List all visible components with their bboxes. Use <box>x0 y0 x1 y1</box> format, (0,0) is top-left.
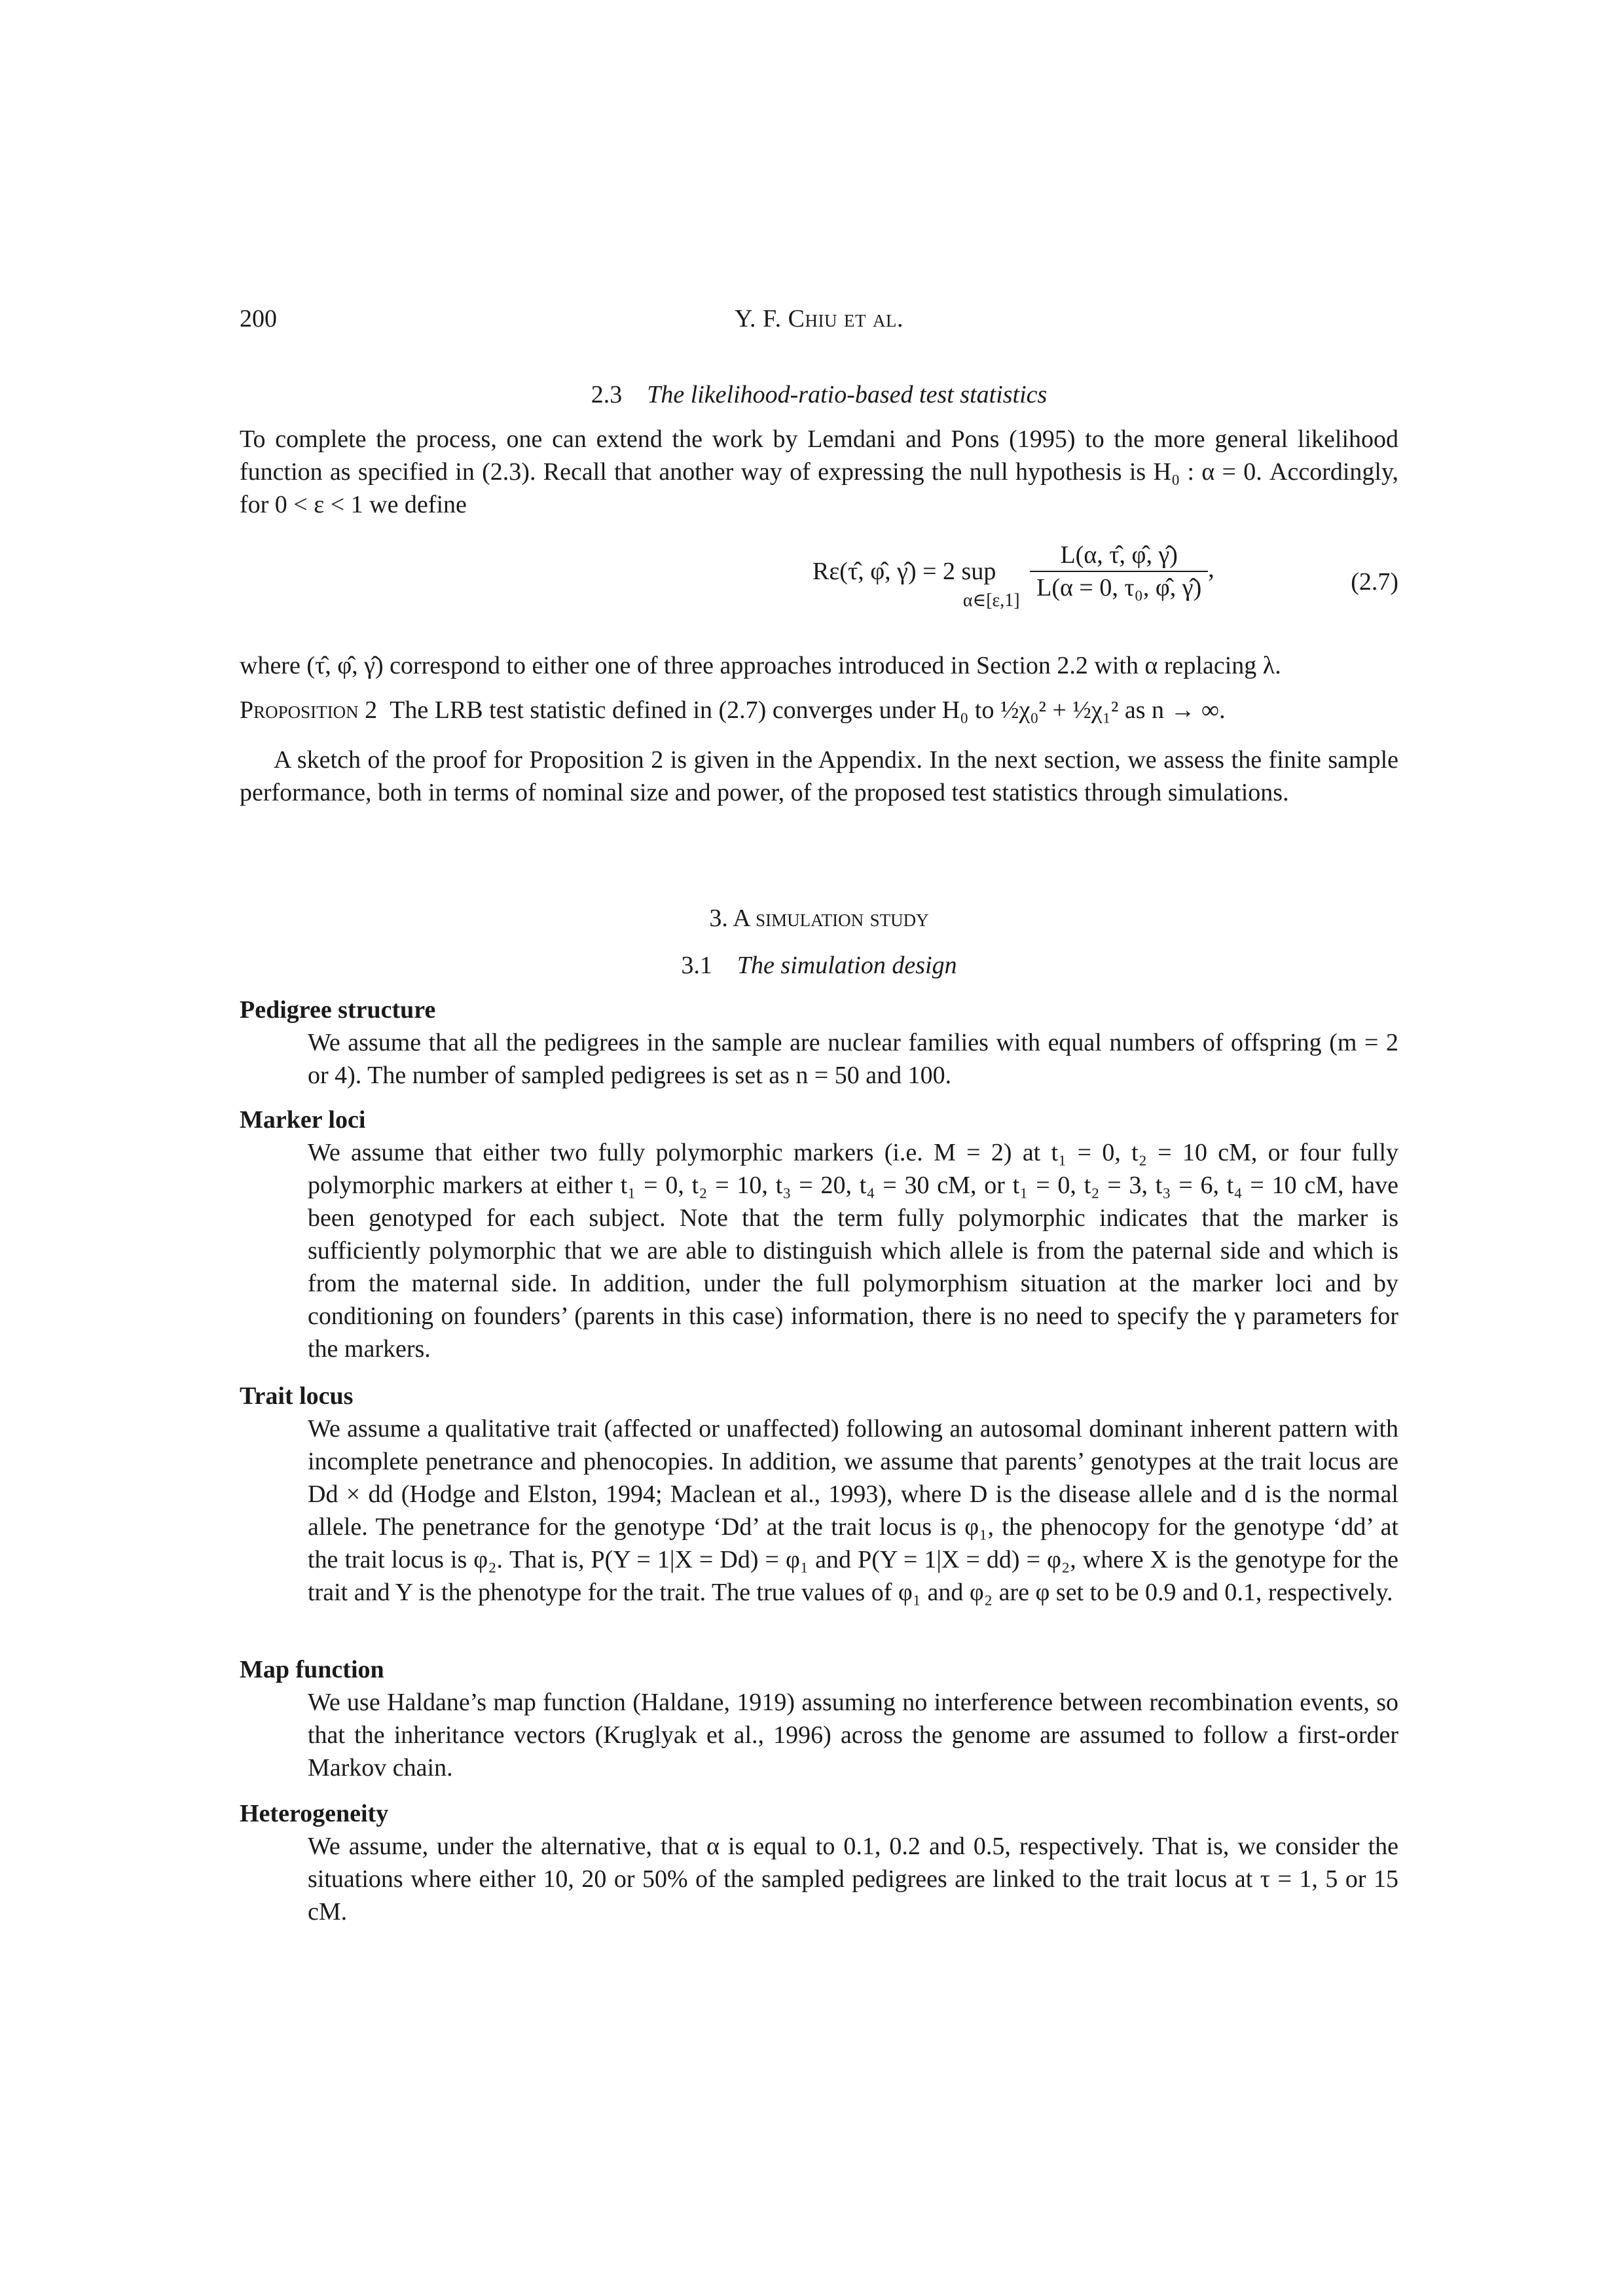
section-3-1-heading <box>240 949 1398 982</box>
paragraph-where: where (τ̂, φ̂, γ̂) correspond to either one of three approaches introduced in Section 2.2 with α replacing λ. <box>240 652 1281 679</box>
item-text-pedigree: We assume that all the pedigrees in the sample are nuclear families with equal numbers of offspring (m = 2 or 4). The number of sampled pedigrees is set as n = 50 and 100. <box>308 1029 1398 1089</box>
equation-numerator: L(α, τ̂, φ̂, γ̂) <box>1030 539 1208 572</box>
equation-trail: , <box>1208 555 1214 583</box>
paragraph-intro: To complete the process, one can extend the work by Lemdani and Pons (1995) to the more general likelihood function as specified in (2.3). Recall that another way of expressing the null hypothesis is H₀ : α = 0. Accordingly, for 0 < ε < 1 we define <box>240 425 1398 518</box>
item-title-pedigree: Pedigree structure <box>240 996 436 1024</box>
equation-lhs: Rε(τ̂, φ̂, γ̂) = 2 sup <box>812 558 996 585</box>
item-text-trait: We assume a qualitative trait (affected or unaffected) following an autosomal dominant inherent pattern with incomplete penetrance and phenocopies. In addition, we assume that parents’ genotypes at the trait locus are Dd × dd (Hodge and Elston, 1994; Maclean et al., 1993), where D is the disease allele and d is the normal allele. The penetrance for the genotype ‘Dd’ at the trait locus is φ₁, the phenocopy for the genotype ‘dd’ at the trait locus is φ₂. That is, P(Y = 1|X = Dd) = φ₁ and P(Y = 1|X = dd) = φ₂, where X is the genotype for the trait and Y is the phenotype for the trait. The true values of φ₁ and φ₂ are φ set to be 0.9 and 0.1, respectively. <box>308 1415 1398 1606</box>
subsection-title: The simulation design <box>737 952 957 979</box>
section-2-3-heading <box>240 378 1398 411</box>
proposition-text: The LRB test statistic defined in (2.7) converges under H₀ to ½χ₀² + ½χ₁² as n → ∞. <box>390 696 1226 724</box>
item-title-marker: Marker loci <box>240 1106 366 1134</box>
equation-denominator: L(α = 0, τ₀, φ̂, γ̂) <box>1036 574 1202 601</box>
equation-body <box>812 539 1214 611</box>
item-title-trait: Trait locus <box>240 1382 354 1410</box>
item-text-heterogeneity: We assume, under the alternative, that α is equal to 0.1, 0.2 and 0.5, respectively. That is, we consider the situations where either 10, 20 or 50% of the sampled pedigrees are linked to the trait locus at τ = 1, 5 or 15 cM. <box>308 1833 1398 1926</box>
equation-fraction <box>1030 539 1208 603</box>
equation-2-7 <box>240 539 1398 624</box>
item-text-marker: We assume that either two fully polymorphic markers (i.e. M = 2) at t₁ = 0, t₂ = 10 cM, or four fully polymorphic markers at either t₁ = 0, t₂ = 10, t₃ = 20, t₄ = 30 cM, or t₁ = 0, t₂ = 3, t₃ = 6, t₄ = 10 cM, have been genotyped for each subject. Note that the term fully polymorphic indicates that the marker is sufficiently polymorphic that we are able to distinguish which allele is from the paternal side and which is from the maternal side. In addition, under the full polymorphism situation at the marker loci and by conditioning on founders’ (parents in this case) information, there is no need to specify the γ parameters for the markers. <box>308 1139 1398 1363</box>
proposition-2 <box>240 694 1398 726</box>
item-text-map: We use Haldane’s map function (Haldane, 1919) assuming no interference between recombination events, so that the inheritance vectors (Kruglyak et al., 1996) across the genome are assumed to follow a first-order Markov chain. <box>308 1689 1398 1782</box>
section-number: 2.3 <box>591 381 623 408</box>
subsection-number: 3.1 <box>681 952 712 979</box>
item-title-heterogeneity: Heterogeneity <box>240 1800 389 1827</box>
equation-number: (2.7) <box>1351 568 1398 596</box>
paragraph-sketch: A sketch of the proof for Proposition 2 is given in the Appendix. In the next section, we assess the finite sample performance, both in terms of nominal size and power, of the proposed test statistics through simulations. <box>240 746 1398 806</box>
section-title: The likelihood-ratio-based test statistics <box>647 381 1048 408</box>
proposition-label: Proposition 2 <box>240 696 378 724</box>
running-title: Y. F. Chiu et al. <box>735 305 903 332</box>
equation-sup-subscript: α∈[ε,1] <box>962 590 1020 611</box>
page-number: 200 <box>240 305 277 332</box>
running-head <box>240 302 1398 335</box>
item-title-map: Map function <box>240 1656 384 1683</box>
section-3-heading: 3. A simulation study <box>709 905 929 932</box>
